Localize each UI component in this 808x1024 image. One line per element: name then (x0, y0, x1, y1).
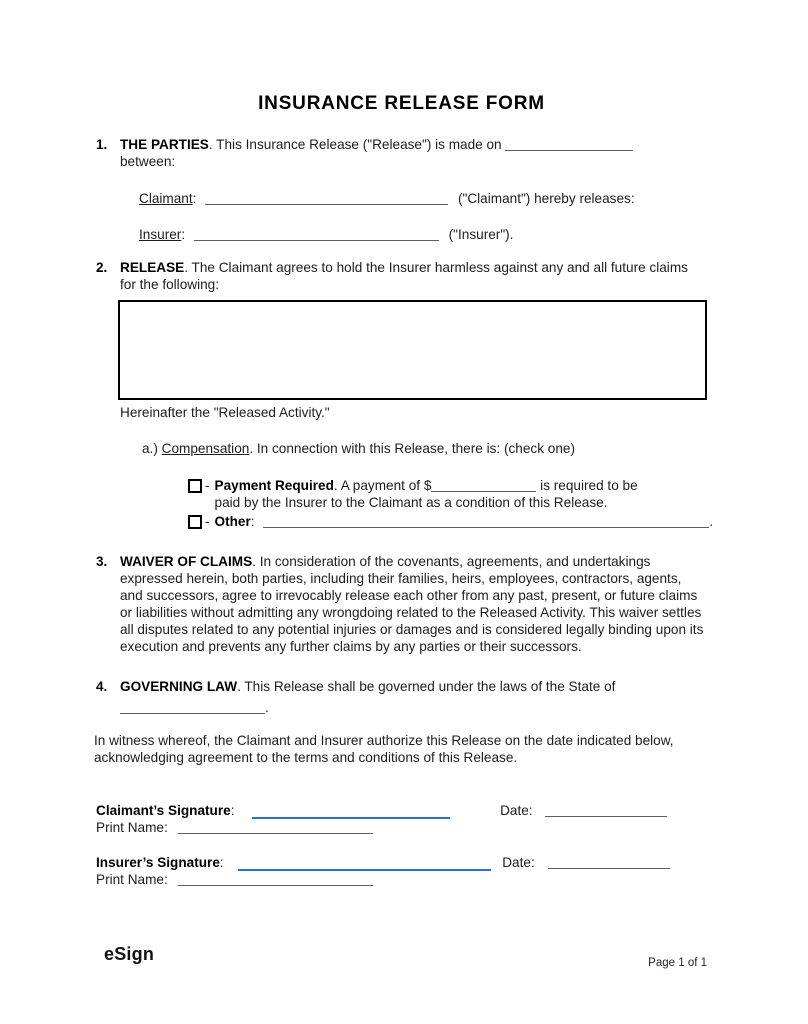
compensation-row (142, 440, 707, 457)
insurer-after-text: ("Insurer"). (448, 227, 514, 242)
other-label: Other (214, 514, 251, 529)
claimant-row (139, 190, 707, 207)
section-parties (96, 136, 707, 170)
section-parties-number: 1. (96, 137, 108, 152)
section-governing-law (96, 678, 707, 716)
compensation-text: . In connection with this Release, there is: (check one) (249, 441, 575, 456)
section-governing-law-text: . This Release shall be governed under the laws of the State of (237, 679, 616, 694)
other-option (188, 513, 714, 530)
claimant-date-blank[interactable] (545, 804, 667, 817)
claimant-print-name-blank[interactable] (178, 821, 373, 834)
other-colon: : (250, 514, 255, 529)
claimant-after-text: ("Claimant") hereby releases: (457, 191, 635, 206)
compensation-prefix: a.) (142, 441, 158, 456)
claimant-label: Claimant (139, 191, 193, 206)
section-waiver (96, 553, 707, 655)
claimant-print-name-row (96, 819, 707, 836)
other-period: . (709, 514, 714, 529)
insurer-row (139, 226, 707, 243)
section-waiver-number: 3. (96, 554, 108, 569)
claimant-signature-row (96, 802, 707, 819)
payment-required-checkbox[interactable] (188, 479, 202, 493)
claimant-date-label: Date: (500, 803, 533, 818)
insurer-date-label: Date: (502, 855, 535, 870)
claimant-colon: : (192, 191, 197, 206)
insurer-signature-label: Insurer’s Signature (96, 855, 220, 870)
compensation-label: Compensation (161, 441, 250, 456)
insurer-name-blank[interactable] (194, 228, 439, 241)
section-release-number: 2. (96, 260, 108, 275)
other-description-blank[interactable] (263, 515, 709, 528)
insurer-label: Insurer (139, 227, 182, 242)
payment-amount-blank[interactable] (431, 479, 536, 492)
payment-required-option (188, 477, 707, 511)
state-blank[interactable] (120, 701, 265, 714)
payment-required-dash: - (205, 478, 210, 493)
other-checkbox[interactable] (188, 515, 202, 529)
section-release-heading: RELEASE (120, 260, 185, 275)
insurer-colon: : (181, 227, 186, 242)
page-title: INSURANCE RELEASE FORM (258, 93, 545, 114)
claimant-signature-label: Claimant’s Signature (96, 803, 231, 818)
section-governing-law-heading: GOVERNING LAW (120, 679, 238, 694)
section-parties-text-2: between: (120, 154, 176, 169)
claimant-signature-colon: : (230, 803, 235, 818)
insurer-signature-colon: : (219, 855, 224, 870)
insurer-signature-line[interactable] (238, 858, 491, 871)
witness-paragraph: In witness whereof, the Claimant and Insurer authorize this Release on the date indicated below, acknowledging agreement to the terms and conditions of this Release. (94, 733, 674, 765)
insurer-signature-row (96, 854, 707, 871)
section-waiver-text: . In consideration of the covenants, agreements, and undertakings expressed herein, both parties, including their families, heirs, employees, contractors, agents, and successors, agree to irrevocably release each other from any past, present, or future claims or liabilities without admitting any wrongdoing related to the Released Activity. This waiver settles all disputes related to any potential injuries or damages and is considered legally binding upon its execution and prevents any further claims by any parties or their successors. (120, 554, 704, 654)
other-dash: - (205, 514, 210, 529)
payment-required-text-c: paid by the Insurer to the Claimant as a condition of this Release. (214, 495, 608, 510)
state-period: . (265, 700, 269, 715)
insurer-print-name-label: Print Name: (96, 872, 168, 887)
insurer-date-blank[interactable] (548, 856, 670, 869)
section-release (96, 259, 707, 293)
section-parties-text: . This Insurance Release ("Release") is made on (208, 137, 502, 152)
section-release-text: . The Claimant agrees to hold the Insurer harmless against any and all future claims for the following: (120, 260, 688, 292)
release-details-box[interactable] (118, 300, 707, 400)
insurer-print-name-row (96, 871, 707, 888)
claimant-signature-line[interactable] (252, 806, 450, 819)
claimant-print-name-label: Print Name: (96, 820, 168, 835)
made-on-date-blank[interactable] (505, 138, 633, 151)
section-governing-law-number: 4. (96, 679, 108, 694)
page-number: Page 1 of 1 (648, 957, 707, 969)
payment-required-label: Payment Required (214, 478, 334, 493)
payment-required-text-b: is required to be (540, 478, 638, 493)
section-parties-heading: THE PARTIES (120, 137, 209, 152)
section-waiver-heading: WAIVER OF CLAIMS (120, 554, 253, 569)
esign-logo: eSign (104, 944, 155, 964)
released-activity-note: Hereinafter the "Released Activity." (120, 405, 330, 420)
payment-required-text-a: . A payment of $ (333, 478, 432, 493)
claimant-name-blank[interactable] (205, 192, 448, 205)
insurer-print-name-blank[interactable] (178, 873, 373, 886)
